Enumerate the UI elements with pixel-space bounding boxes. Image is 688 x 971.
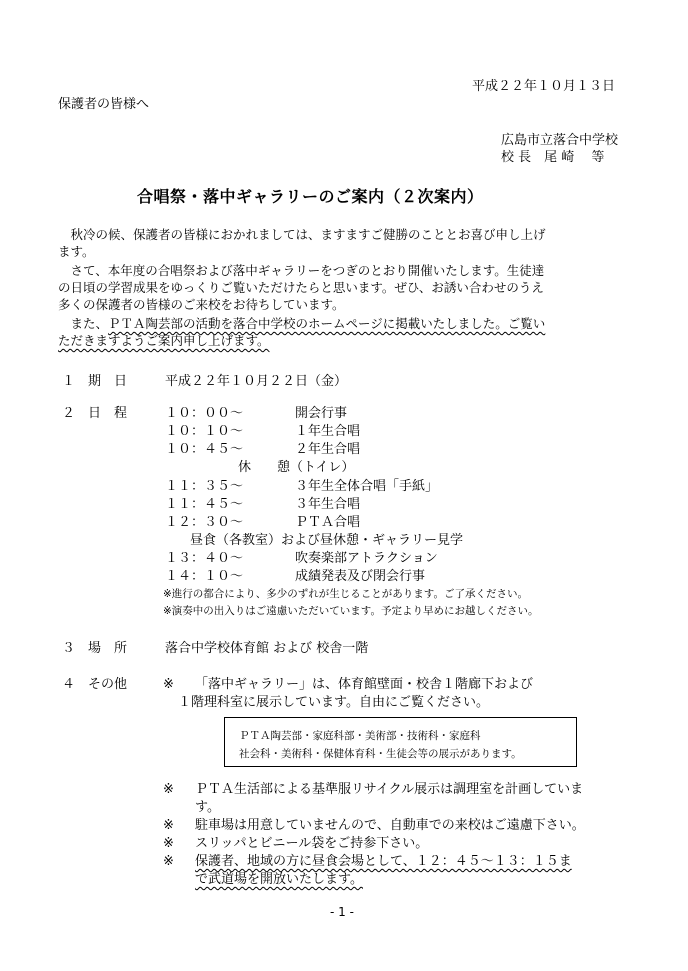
schedule-event: ３年生全体合唱「手紙」 [295,479,439,494]
paragraph-line: 秋冷の候、保護者の皆様におかれましては、ますますご健勝のこととお喜び申し上げ [58,227,546,242]
exhibit-box [224,717,577,767]
paragraph-line: さて、本年度の合唱祭および落中ギャラリーをつぎのとおり開催いたします。生徒達 [58,263,545,278]
schedule-lunch: 昼食（各教室）および昼休憩・ギャラリー見学 [190,533,464,548]
other-text: スリッパとビニール袋をご持参下さい。 [195,836,429,851]
school-name: 広島市立落合中学校 [501,133,619,148]
other-text: 「落中ギャラリー」は、体育館壁面・校舎１階廊下および [195,677,534,692]
note-mark: ※ [163,782,174,797]
schedule-time: １０：１０～ [165,424,244,439]
other-text: 駐車場は用意していませんので、自動車での来校はご遠慮下さい。 [195,818,585,833]
underlined-notice: ただきますようご案内申し上げます。 [58,333,270,348]
principal-name: 校 長 尾 崎 等 [501,150,605,165]
paragraph-line [58,332,270,349]
underlined-notice: ＰＴＡ陶芸部の活動を落合中学校のホームページに掲載いたしました。ご覧い [108,316,546,331]
schedule-event: ２年生合唱 [295,442,361,457]
schedule-note: ※進行の都合により、多少のずれが生じることがあります。ご了承ください。 [163,588,528,600]
schedule-event: 吹奏楽部アトラクション [295,551,438,566]
other-text: １階理科室に展示しています。自由にご覧ください。 [178,695,489,710]
exhibit-line: ＰＴＡ陶芸部・家庭科部・美術部・技術科・家庭科 [239,730,481,742]
page-number: - 1 - [330,905,354,919]
item-label-schedule: ２ 日 程 [62,406,128,421]
item-label-place: ３ 場 所 [62,641,128,656]
paragraph-line: ます。 [58,244,95,259]
schedule-time: １３：４０～ [165,551,244,566]
other-text [195,853,572,870]
schedule-event: 開会行事 [295,406,348,421]
schedule-time: １４：１０～ [165,569,244,584]
paragraph-line: の日頃の学習成果をゆっくりご覧いただけたらと思います。ぜひ、お誘い合わせのうえ [58,280,544,295]
note-mark: ※ [163,818,174,833]
item-label-date: １ 期 日 [62,374,128,389]
paragraph-text: また、 [58,316,109,331]
schedule-time: １１：４５～ [165,497,244,512]
paragraph-line: 多くの保護者の皆様のご来校をお待ちしています。 [58,297,345,312]
other-text: ＰＴＡ生活部による基準服リサイクル展示は調理室を計画していま [195,782,584,797]
item-value-date: 平成２２年１０月２２日（金） [165,374,348,389]
schedule-event: 成績発表及び閉会行事 [295,569,426,584]
other-text: す。 [195,800,220,815]
page-title: 合唱祭・落中ギャラリーのご案内（２次案内） [137,187,484,206]
date: 平成２２年１０月１３日 [472,79,616,94]
underlined-notice: で武道場を開放いたします。 [195,872,363,887]
note-mark: ※ [163,836,174,851]
schedule-time: １２：３０～ [165,515,244,530]
schedule-time: １０：４５～ [165,442,244,457]
schedule-time: １０：００～ [165,406,244,421]
item-value-place: 落合中学校体育館 および 校舎一階 [165,641,369,656]
schedule-event: ＰＴＡ合唱 [295,515,361,530]
schedule-event: ３年生合唱 [295,497,361,512]
addressee: 保護者の皆様へ [58,97,150,112]
paragraph-line [58,315,545,332]
other-text [195,871,363,888]
item-label-other: ４ その他 [62,677,128,692]
underlined-notice: 保護者、地域の方に昼食会場として、１２：４５～１３：１５ま [195,854,572,869]
note-mark: ※ [163,854,174,869]
schedule-note: ※演奏中の出入りはご遠慮いただいています。予定より早めにお越しください。 [163,605,539,617]
schedule-time: １１：３５～ [165,479,244,494]
note-mark: ※ [163,677,174,692]
schedule-break: 休 憩（トイレ） [238,460,355,475]
exhibit-line: 社会科・美術科・保健体育科・生徒会等の展示があります。 [239,748,522,760]
schedule-event: １年生合唱 [295,424,361,439]
